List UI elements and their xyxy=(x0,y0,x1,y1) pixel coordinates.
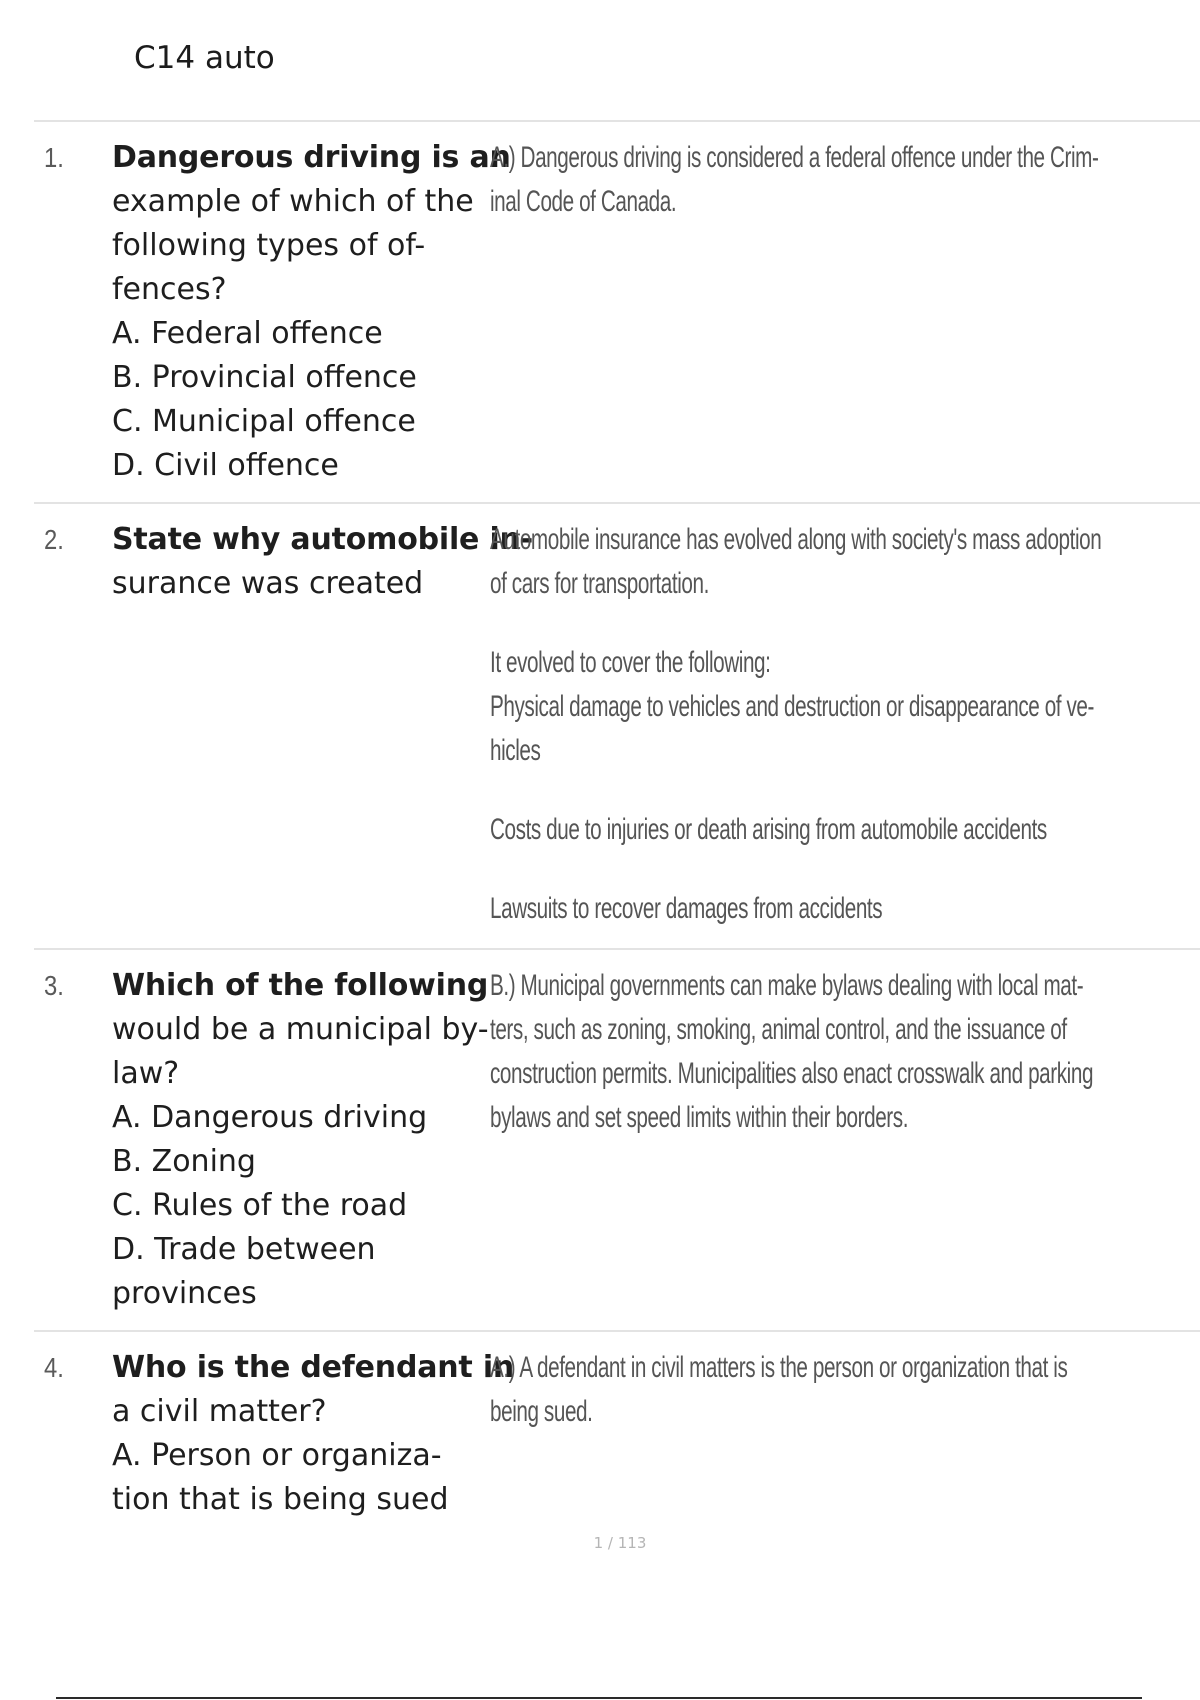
paragraph-gap xyxy=(490,852,1180,887)
card-question xyxy=(112,136,511,488)
answer-option: A. Person or organiza- xyxy=(112,1438,442,1473)
question-text-line: would be a municipal by- xyxy=(112,1012,489,1047)
flashcard xyxy=(34,120,1200,502)
card-number: 2. xyxy=(44,524,64,555)
answer-option: C. Municipal offence xyxy=(112,404,416,439)
flashcard xyxy=(34,502,1200,948)
flashcard-list xyxy=(34,120,1200,1530)
question-text-line: a civil matter? xyxy=(112,1394,327,1429)
answer-text-line: A.) Dangerous driving is considered a federal offence under the Crim- xyxy=(490,141,1099,174)
answer-text-line: of cars for transportation. xyxy=(490,567,709,600)
flashcard xyxy=(34,948,1200,1330)
answer-text-line: construction permits. Municipalities also enact crosswalk and parking xyxy=(490,1057,1094,1090)
question-text-line: example of which of the xyxy=(112,184,474,219)
question-text-line: State why automobile in- xyxy=(112,522,533,557)
answer-text-line: bylaws and set speed limits within their borders. xyxy=(490,1101,909,1134)
card-number: 3. xyxy=(44,970,64,1001)
card-number: 4. xyxy=(44,1352,64,1383)
card-answer xyxy=(490,518,1180,931)
answer-option: D. Civil offence xyxy=(112,448,339,483)
bottom-divider xyxy=(56,1697,1142,1699)
answer-text-line: being sued. xyxy=(490,1395,593,1428)
answer-option: B. Provincial offence xyxy=(112,360,417,395)
answer-text-line: inal Code of Canada. xyxy=(490,185,677,218)
paragraph-gap xyxy=(490,606,1180,641)
answer-option: C. Rules of the road xyxy=(112,1188,408,1223)
question-text-line: fences? xyxy=(112,272,227,307)
card-answer xyxy=(490,1346,1180,1434)
answer-option: D. Trade between xyxy=(112,1232,376,1267)
question-text-line: following types of of- xyxy=(112,228,426,263)
flashcard xyxy=(34,1330,1200,1530)
answer-text-line: A.) A defendant in civil matters is the person or organization that is xyxy=(490,1351,1068,1384)
answer-option: A. Dangerous driving xyxy=(112,1100,428,1135)
card-question xyxy=(112,1346,515,1522)
answer-text-line: ters, such as zoning, smoking, animal control, and the issuance of xyxy=(490,1013,1067,1046)
answer-text-line: B.) Municipal governments can make bylaws dealing with local mat- xyxy=(490,969,1084,1002)
answer-option: B. Zoning xyxy=(112,1144,256,1179)
card-answer xyxy=(490,136,1180,224)
card-answer xyxy=(490,964,1180,1140)
question-text-line: Dangerous driving is an xyxy=(112,140,511,175)
answer-option: A. Federal offence xyxy=(112,316,383,351)
question-text-line: surance was created xyxy=(112,566,424,601)
answer-text-line: Lawsuits to recover damages from accidents xyxy=(490,892,883,925)
card-question xyxy=(112,964,496,1316)
card-question xyxy=(112,518,533,606)
answer-text-line: It evolved to cover the following: xyxy=(490,646,771,679)
document-title: C14 auto xyxy=(134,40,275,76)
paragraph-gap xyxy=(490,773,1180,808)
card-number: 1. xyxy=(44,142,64,173)
answer-option: provinces xyxy=(112,1276,257,1311)
question-text-line: Who is the defendant in xyxy=(112,1350,515,1385)
answer-text-line: hicles xyxy=(490,734,541,767)
answer-text-line: Physical damage to vehicles and destruction or disappearance of ve- xyxy=(490,690,1094,723)
question-text-line: law? xyxy=(112,1056,180,1091)
answer-option: tion that is being sued xyxy=(112,1482,449,1517)
page-indicator: 1 / 113 xyxy=(593,1534,647,1552)
answer-text-line: Costs due to injuries or death arising from automobile accidents xyxy=(490,813,1047,846)
answer-text-line: Automobile insurance has evolved along with society's mass adoption xyxy=(490,523,1102,556)
question-text-line: Which of the following xyxy=(112,968,489,1003)
